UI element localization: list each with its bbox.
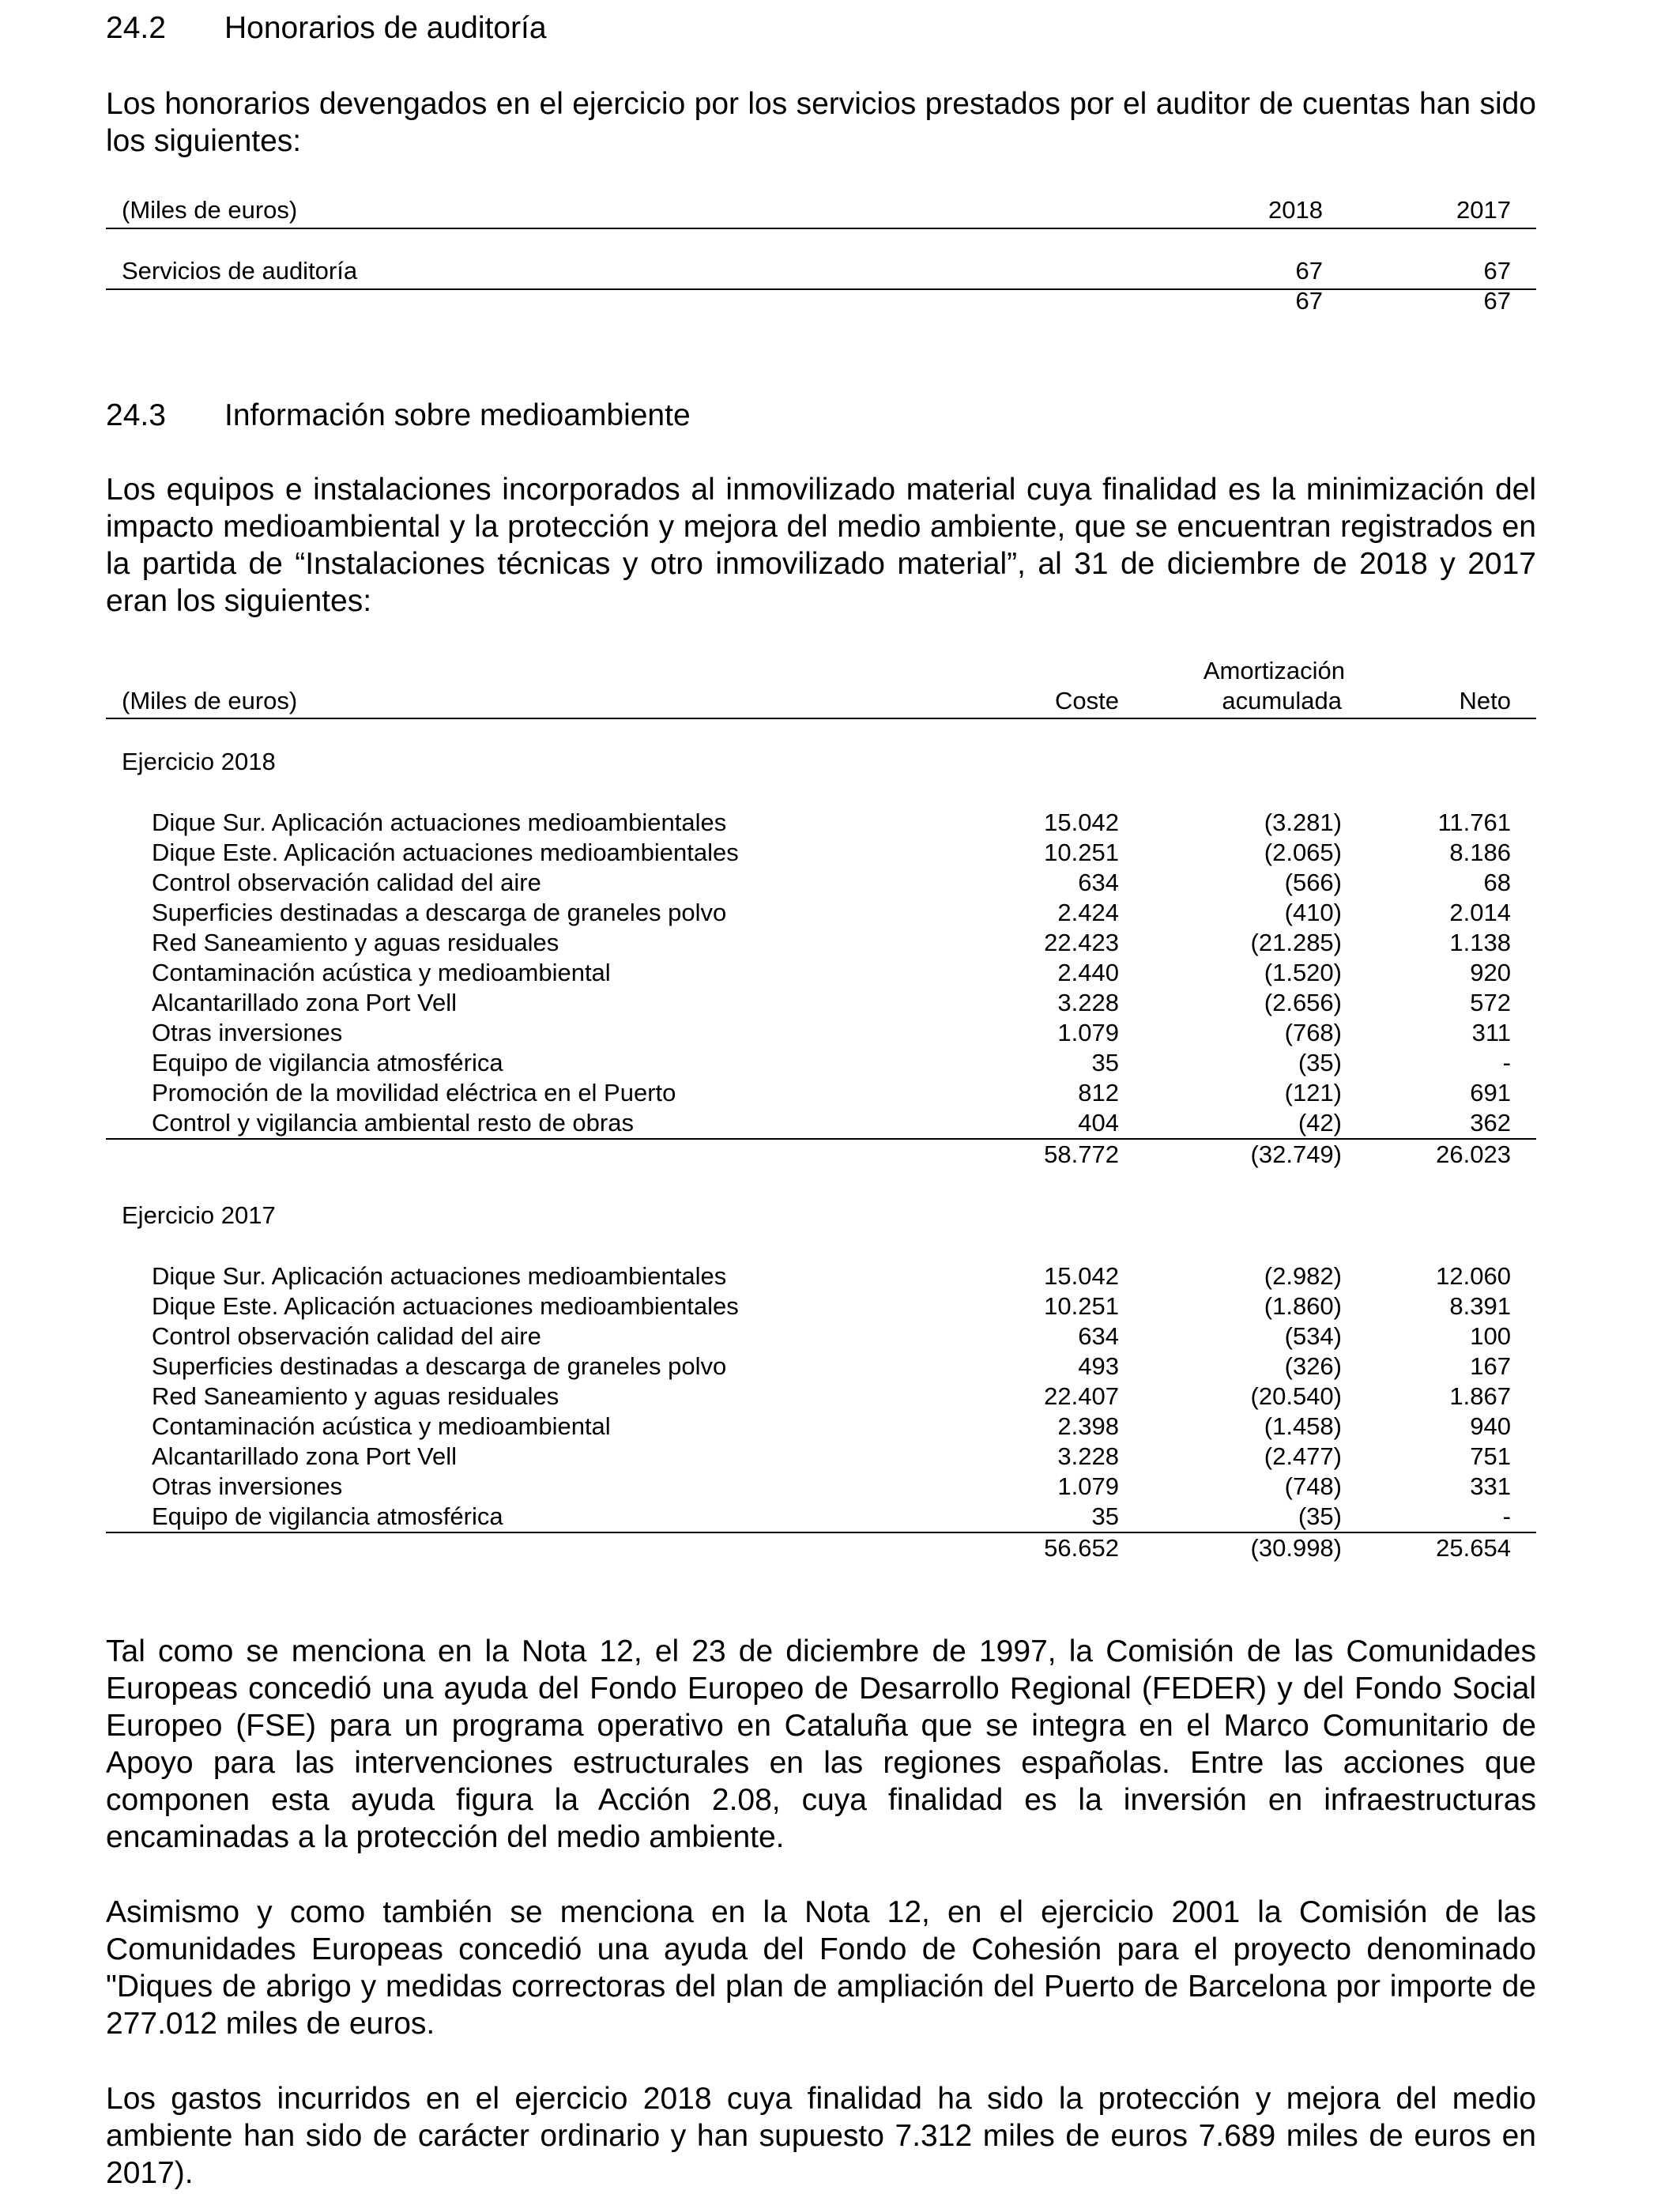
neto-value: 68 <box>1483 869 1511 896</box>
unit-label: (Miles de euros) <box>122 196 298 224</box>
amortizacion-value: (566) <box>1284 869 1342 896</box>
section-number: 24.2 <box>106 11 166 45</box>
unit-label: (Miles de euros) <box>122 687 298 714</box>
column-header-2017: 2017 <box>1456 196 1511 224</box>
coste-value: 634 <box>1078 869 1119 896</box>
amortizacion-value: (2.982) <box>1264 1262 1342 1290</box>
total-2018: 67 <box>1295 287 1323 315</box>
coste-value: 3.228 <box>1057 989 1119 1016</box>
amortizacion-value: (21.285) <box>1250 929 1342 956</box>
amortizacion-value: (35) <box>1298 1049 1342 1076</box>
environment-intro: Los equipos e instalaciones incorporados al inmovilizado material cuya finalidad es la minimización del impacto medioambiental y la protección y mejora del medio ambiente, que se encuentran registrados en la partida de “Instalaciones técnicas y otro inmovilizado material”, al 31 de diciembre de 2018 y 2017 eran los siguientes: <box>106 473 1536 618</box>
value-2018: 67 <box>1295 257 1323 285</box>
section-title: Información sobre medioambiente <box>224 398 691 432</box>
row-label: Otras inversiones <box>152 1019 343 1046</box>
row-label: Alcantarillado zona Port Vell <box>152 1442 458 1470</box>
section-heading-24-3 <box>106 397 691 435</box>
neto-value: 691 <box>1470 1079 1511 1106</box>
column-header-neto: Neto <box>1459 687 1511 714</box>
neto-value: 751 <box>1470 1442 1511 1470</box>
divider <box>106 718 1536 719</box>
row-label: Red Saneamiento y aguas residuales <box>152 1382 559 1410</box>
year-heading-2018 <box>106 747 1536 777</box>
divider <box>106 228 1536 229</box>
coste-value: 3.228 <box>1057 1442 1119 1470</box>
table-row <box>106 868 1536 898</box>
table-row <box>106 1291 1536 1321</box>
amortizacion-value: (326) <box>1284 1352 1342 1380</box>
cohesion-fund-paragraph: Asimismo y como también se menciona en la Nota 12, en el ejercicio 2001 la Comisión de las Comunidades Europeas concedió una ayuda del Fondo de Cohesión para el proyecto denominado "Diques de abrigo y medidas correctoras del plan de ampliación del Puerto de Barcelona por importe de 277.012 miles de euros. <box>106 1895 1536 2041</box>
section-heading-24-2 <box>106 9 547 47</box>
coste-value: 35 <box>1091 1502 1119 1530</box>
coste-value: 15.042 <box>1044 1262 1119 1290</box>
coste-value: 22.407 <box>1044 1382 1119 1410</box>
table-row <box>106 958 1536 988</box>
table-row <box>106 1321 1536 1351</box>
row-label: Dique Sur. Aplicación actuaciones medioambientales <box>152 809 727 836</box>
row-label: Otras inversiones <box>152 1472 343 1500</box>
row-label: Dique Este. Aplicación actuaciones medioambientales <box>152 839 739 866</box>
neto-value: 167 <box>1470 1352 1511 1380</box>
row-label: Contaminación acústica y medioambiental <box>152 1412 611 1440</box>
row-label: Red Saneamiento y aguas residuales <box>152 929 559 956</box>
neto-value: - <box>1502 1502 1511 1530</box>
amortizacion-value: (121) <box>1284 1079 1342 1106</box>
row-label: Equipo de vigilancia atmosférica <box>152 1502 503 1530</box>
total-2017: 67 <box>1483 287 1511 315</box>
audit-fees-table <box>106 195 1536 316</box>
table-row <box>106 838 1536 868</box>
coste-value: 1.079 <box>1057 1019 1119 1046</box>
total-neto: 26.023 <box>1436 1140 1511 1168</box>
table-row <box>106 1108 1536 1138</box>
coste-value: 10.251 <box>1044 1292 1119 1320</box>
rows-2018 <box>106 808 1536 1138</box>
neto-value: 8.186 <box>1449 839 1511 866</box>
table-row <box>106 1412 1536 1442</box>
coste-value: 2.424 <box>1057 899 1119 926</box>
coste-value: 22.423 <box>1044 929 1119 956</box>
total-coste: 58.772 <box>1044 1140 1119 1168</box>
total-amort: (30.998) <box>1250 1534 1342 1562</box>
total-neto: 25.654 <box>1436 1534 1511 1562</box>
row-label: Promoción de la movilidad eléctrica en el Puerto <box>152 1079 676 1106</box>
table-row <box>106 1472 1536 1502</box>
coste-value: 812 <box>1078 1079 1119 1106</box>
table-header-row <box>106 686 1536 716</box>
neto-value: 940 <box>1470 1412 1511 1440</box>
table-row <box>106 1048 1536 1078</box>
row-label: Contaminación acústica y medioambiental <box>152 959 611 986</box>
row-label: Superficies destinadas a descarga de graneles polvo <box>152 1352 727 1380</box>
amortizacion-value: (768) <box>1284 1019 1342 1046</box>
neto-value: 100 <box>1470 1322 1511 1350</box>
table-header-row-top <box>106 656 1536 686</box>
table-row <box>106 1351 1536 1382</box>
amortizacion-value: (42) <box>1298 1109 1342 1137</box>
amortizacion-value: (1.458) <box>1264 1412 1342 1440</box>
value-2017: 67 <box>1483 257 1511 285</box>
table-row <box>106 808 1536 838</box>
row-label: Dique Este. Aplicación actuaciones medioambientales <box>152 1292 739 1320</box>
amortizacion-value: (410) <box>1284 899 1342 926</box>
row-label: Control observación calidad del aire <box>152 1322 541 1350</box>
coste-value: 404 <box>1078 1109 1119 1137</box>
amortizacion-value: (20.540) <box>1250 1382 1342 1410</box>
neto-value: 920 <box>1470 959 1511 986</box>
audit-fees-intro: Los honorarios devengados en el ejercicio por los servicios prestados por el auditor de cuentas han sido los siguientes: <box>106 87 1536 158</box>
amortizacion-value: (1.860) <box>1264 1292 1342 1320</box>
neto-value: - <box>1502 1049 1511 1076</box>
coste-value: 2.398 <box>1057 1412 1119 1440</box>
neto-value: 311 <box>1471 1019 1511 1046</box>
total-row-2017 <box>106 1532 1536 1563</box>
feder-paragraph: Tal como se menciona en la Nota 12, el 23 de diciembre de 1997, la Comisión de las Comunidades Europeas concedió una ayuda del Fondo Europeo de Desarrollo Regional (FEDER) y del Fondo Social Europeo (FSE) para un programa operativo en Cataluña que se integra en el Marco Comunitario de Apoyo para las intervenciones estructurales en las regiones españolas. Entre las acciones que componen esta ayuda figura la Acción 2.08, cuya finalidad es la inversión en infraestructuras encaminadas a la protección del medio ambiente. <box>106 1634 1536 1854</box>
coste-value: 15.042 <box>1044 809 1119 836</box>
neto-value: 12.060 <box>1436 1262 1511 1290</box>
coste-value: 1.079 <box>1057 1472 1119 1500</box>
amortizacion-value: (534) <box>1284 1322 1342 1350</box>
table-row <box>106 1078 1536 1108</box>
column-header-2018: 2018 <box>1268 196 1323 224</box>
amortizacion-value: (748) <box>1284 1472 1342 1500</box>
environment-table <box>106 656 1536 1563</box>
neto-value: 11.761 <box>1437 809 1511 836</box>
table-header-row <box>106 195 1536 225</box>
coste-value: 10.251 <box>1044 839 1119 866</box>
total-row <box>106 286 1536 316</box>
rows-2017 <box>106 1261 1536 1532</box>
column-header-acumulada: acumulada <box>1222 687 1342 714</box>
table-row <box>106 928 1536 958</box>
year-heading-2017 <box>106 1201 1536 1231</box>
section-number: 24.3 <box>106 398 166 432</box>
amortizacion-value: (3.281) <box>1264 809 1342 836</box>
neto-value: 362 <box>1470 1109 1511 1137</box>
coste-value: 634 <box>1078 1322 1119 1350</box>
amortizacion-value: (2.065) <box>1264 839 1342 866</box>
row-label: Dique Sur. Aplicación actuaciones medioambientales <box>152 1262 727 1290</box>
column-header-amortizacion: Amortización <box>1203 657 1345 684</box>
table-row <box>106 1018 1536 1048</box>
expenses-paragraph: Los gastos incurridos en el ejercicio 2018 cuya finalidad ha sido la protección y mejora del medio ambiente han sido de carácter ordinario y han supuesto 7.312 miles de euros 7.689 miles de euros en 2017). <box>106 2082 1536 2190</box>
table-row <box>106 988 1536 1018</box>
neto-value: 1.138 <box>1449 929 1511 956</box>
table-row <box>106 1502 1536 1532</box>
table-row <box>106 1261 1536 1291</box>
coste-value: 35 <box>1091 1049 1119 1076</box>
row-label: Alcantarillado zona Port Vell <box>152 989 458 1016</box>
row-label: Superficies destinadas a descarga de graneles polvo <box>152 899 727 926</box>
amortizacion-value: (2.477) <box>1264 1442 1342 1470</box>
amortizacion-value: (35) <box>1298 1502 1342 1530</box>
table-row <box>106 898 1536 928</box>
coste-value: 493 <box>1078 1352 1119 1380</box>
neto-value: 331 <box>1470 1472 1511 1500</box>
neto-value: 572 <box>1470 989 1511 1016</box>
neto-value: 2.014 <box>1449 899 1511 926</box>
row-label: Control observación calidad del aire <box>152 869 541 896</box>
row-label: Equipo de vigilancia atmosférica <box>152 1049 503 1076</box>
neto-value: 8.391 <box>1449 1292 1511 1320</box>
table-row <box>106 1382 1536 1412</box>
total-amort: (32.749) <box>1250 1140 1342 1168</box>
section-title: Honorarios de auditoría <box>224 11 547 45</box>
row-label: Servicios de auditoría <box>122 257 358 285</box>
amortizacion-value: (1.520) <box>1264 959 1342 986</box>
table-row <box>106 256 1536 286</box>
year-label: Ejercicio 2018 <box>122 748 276 775</box>
row-label: Control y vigilancia ambiental resto de obras <box>152 1109 634 1137</box>
neto-value: 1.867 <box>1449 1382 1511 1410</box>
coste-value: 2.440 <box>1057 959 1119 986</box>
amortizacion-value: (2.656) <box>1264 989 1342 1016</box>
year-label: Ejercicio 2017 <box>122 1201 276 1229</box>
table-row <box>106 1442 1536 1472</box>
total-row-2018 <box>106 1138 1536 1169</box>
total-coste: 56.652 <box>1044 1534 1119 1562</box>
column-header-coste: Coste <box>1055 687 1119 714</box>
